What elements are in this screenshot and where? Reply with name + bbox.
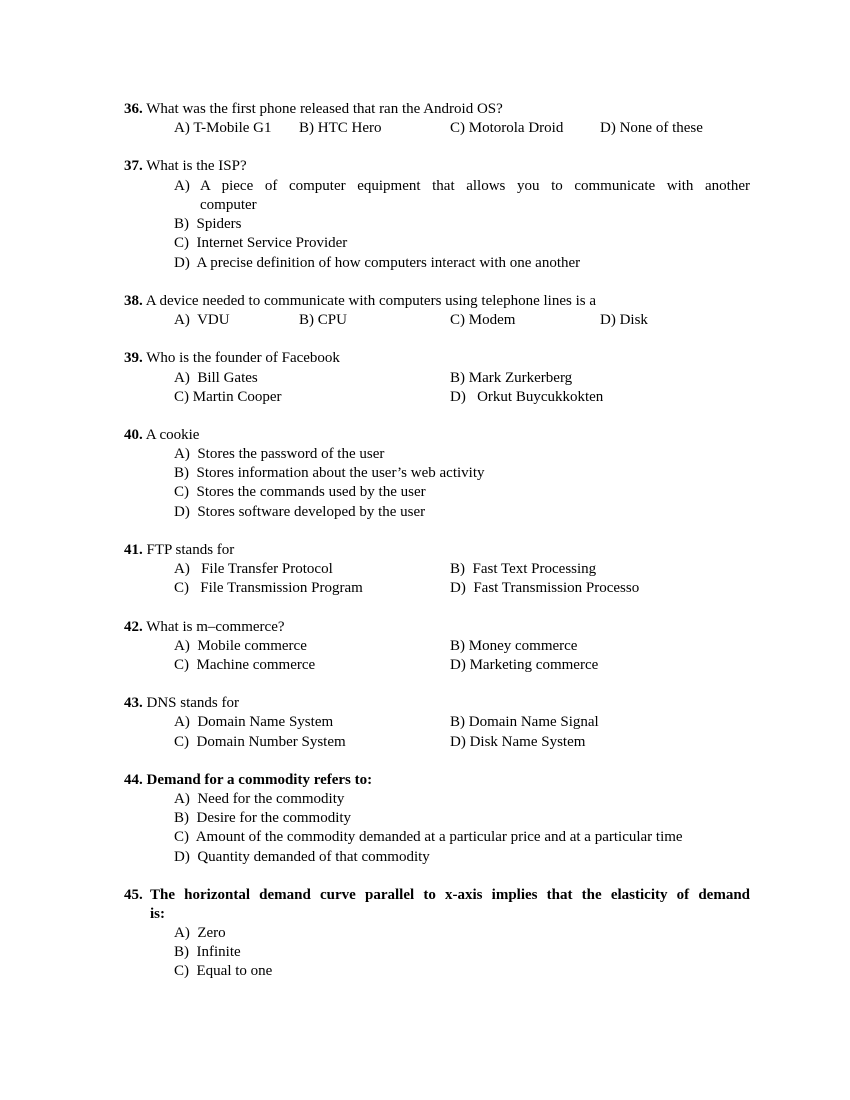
question-number: 41. [124, 542, 143, 558]
question-text: What was the first phone released that ran the Android OS? [146, 101, 503, 117]
question-number: 40. [124, 427, 143, 443]
question-number: 42. [124, 619, 143, 635]
option-c: C) File Transmission Program [174, 580, 363, 596]
option-b: B) Desire for the commodity [174, 810, 352, 826]
question-text: Who is the founder of Facebook [146, 350, 340, 366]
option-a: A) Zero [174, 925, 226, 941]
option-c: C) Internet Service Provider [174, 235, 348, 251]
option-a-text: A piece of computer equipment that allows you to communicate with another [200, 178, 750, 194]
option-a: A) VDU [174, 312, 230, 328]
option-a: A) Domain Name System [174, 714, 334, 730]
option-c: C) Equal to one [174, 963, 273, 979]
question-37 [124, 157, 247, 176]
option-a: A) T-Mobile G1 [174, 120, 272, 136]
question-45-text-continuation: is: [150, 906, 165, 922]
question-text: A cookie [145, 427, 200, 443]
option-c: C) Domain Number System [174, 734, 346, 750]
question-43 [124, 694, 239, 713]
option-d: D) Orkut Buycukkokten [450, 389, 604, 405]
option-b: B) Stores information about the user’s web activity [174, 465, 485, 481]
question-text: A device needed to communicate with computers using telephone lines is a [145, 293, 596, 309]
option-c: C) Martin Cooper [174, 389, 282, 405]
option-b: B) Mark Zurkerberg [450, 370, 573, 386]
question-number: 39. [124, 350, 143, 366]
question-45-text: The horizontal demand curve parallel to x-axis implies that the elasticity of demand [150, 887, 750, 903]
question-text: What is m–commerce? [146, 619, 285, 635]
option-b: B) Money commerce [450, 638, 578, 654]
question-45-number: 45. [124, 887, 143, 903]
option-d: D) A precise definition of how computers interact with one another [174, 255, 581, 271]
option-c: C) Amount of the commodity demanded at a particular price and at a particular time [174, 829, 683, 845]
option-d: D) None of these [600, 120, 703, 136]
question-number: 36. [124, 101, 143, 117]
option-b: B) Spiders [174, 216, 242, 232]
option-b: B) Domain Name Signal [450, 714, 599, 730]
option-d: D) Disk Name System [450, 734, 586, 750]
option-a: A) Mobile commerce [174, 638, 307, 654]
option-b: B) Fast Text Processing [450, 561, 597, 577]
question-39 [124, 349, 340, 368]
option-d: D) Quantity demanded of that commodity [174, 849, 430, 865]
option-a-continuation: computer [200, 197, 257, 213]
option-a: A) Stores the password of the user [174, 446, 385, 462]
option-b: B) HTC Hero [299, 120, 382, 136]
option-c: C) Motorola Droid [450, 120, 564, 136]
option-a-label: A) [174, 178, 190, 194]
option-a: A) File Transfer Protocol [174, 561, 333, 577]
option-c: C) Modem [450, 312, 516, 328]
option-c: C) Machine commerce [174, 657, 316, 673]
question-number: 43. [124, 695, 143, 711]
question-text: FTP stands for [146, 542, 235, 558]
question-40 [124, 426, 199, 445]
question-38 [124, 292, 596, 311]
option-b: B) Infinite [174, 944, 241, 960]
question-number: 44. [124, 772, 143, 788]
option-b: B) CPU [299, 312, 347, 328]
question-number: 38. [124, 293, 143, 309]
option-a: A) Need for the commodity [174, 791, 345, 807]
option-d: D) Fast Transmission Processo [450, 580, 640, 596]
question-41 [124, 541, 234, 560]
question-text: DNS stands for [146, 695, 239, 711]
question-text: What is the ISP? [146, 158, 247, 174]
question-36 [124, 100, 503, 119]
question-text: Demand for a commodity refers to: [146, 772, 373, 788]
question-number: 37. [124, 158, 143, 174]
option-d: D) Disk [600, 312, 648, 328]
question-42 [124, 618, 285, 637]
option-d: D) Marketing commerce [450, 657, 599, 673]
question-44 [124, 771, 372, 790]
option-d: D) Stores software developed by the user [174, 504, 426, 520]
option-c: C) Stores the commands used by the user [174, 484, 426, 500]
option-a: A) Bill Gates [174, 370, 258, 386]
